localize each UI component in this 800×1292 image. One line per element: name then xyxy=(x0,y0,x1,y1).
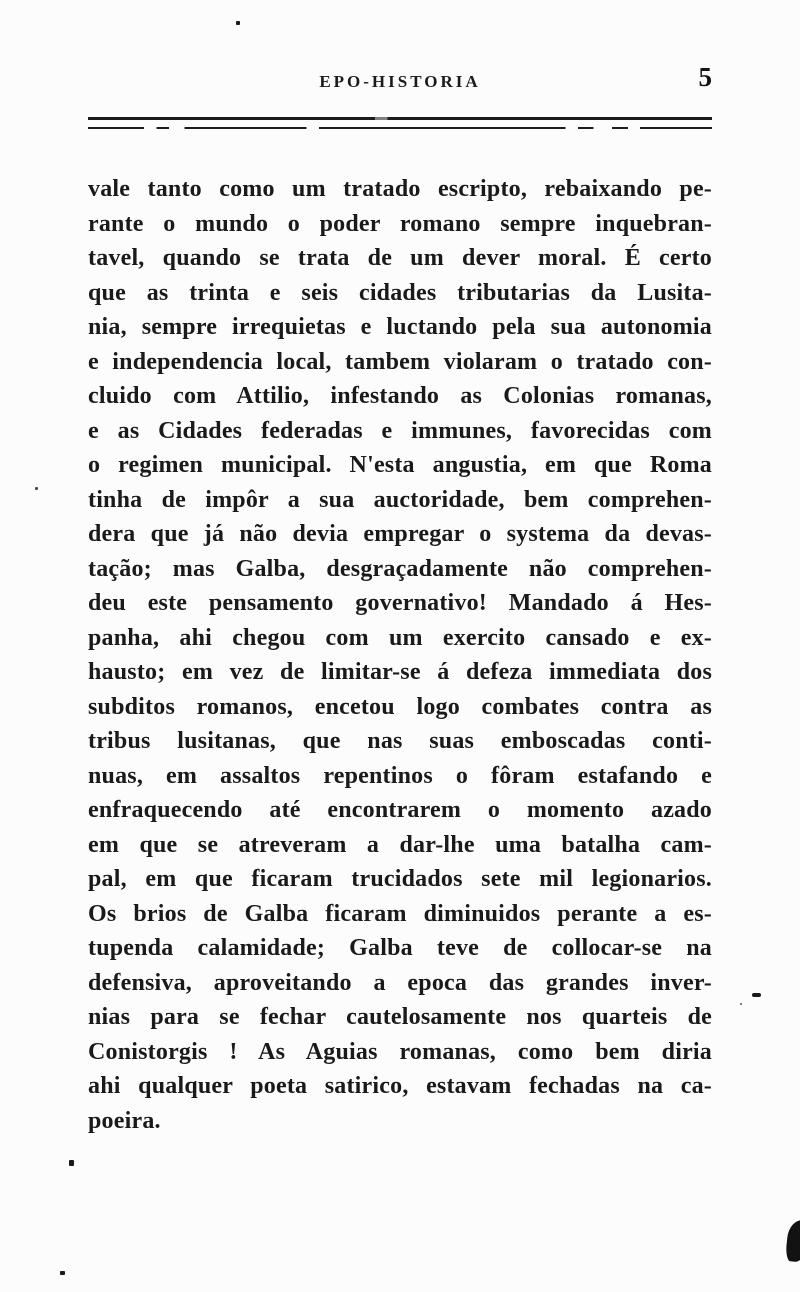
text-line: rante o mundo o poder romano sempre inquebran- xyxy=(88,210,712,237)
running-title: EPO-HISTORIA xyxy=(319,72,481,91)
page-number: 5 xyxy=(698,62,712,92)
text-line: Os brios de Galba ficaram diminuidos perante a es- xyxy=(88,900,712,927)
ink-speck xyxy=(60,1271,65,1275)
text-line: subditos romanos, encetou logo combates contra as xyxy=(88,693,712,720)
text-line: pal, em que ficaram trucidados sete mil legionarios. xyxy=(88,866,712,892)
text-line: deu este pensamento governativo! Mandado á Hes- xyxy=(88,590,712,616)
ink-blob xyxy=(785,1219,800,1263)
header-rule-bottom xyxy=(88,127,712,129)
text-line: o regimen municipal. N'esta angustia, em que Roma xyxy=(88,452,712,478)
text-line: tupenda calamidade; Galba teve de collocar-se na xyxy=(88,935,712,961)
text-line: cluido com Attilio, infestando as Colonias romanas, xyxy=(88,383,712,409)
text-line: poeira. xyxy=(88,1107,161,1134)
text-line: tação; mas Galba, desgraçadamente não comprehen- xyxy=(88,555,712,582)
text-line: Conistorgis ! As Aguias romanas, como bem diria xyxy=(88,1038,712,1065)
header-rule-top xyxy=(88,117,712,120)
text-line: nias para se fechar cautelosamente nos quarteis de xyxy=(88,1004,712,1030)
text-line: defensiva, aproveitando a epoca das grandes inver- xyxy=(88,969,712,996)
ink-speck xyxy=(236,21,240,25)
ink-speck xyxy=(740,1003,742,1005)
text-line: nuas, em assaltos repentinos o fôram estafando e xyxy=(88,762,712,789)
text-line: ahi qualquer poeta satirico, estavam fechadas na ca- xyxy=(88,1073,712,1099)
text-line: panha, ahi chegou com um exercito cansado e ex- xyxy=(88,624,712,651)
ink-speck xyxy=(752,993,761,997)
text-line: tribus lusitanas, que nas suas emboscadas conti- xyxy=(88,728,712,754)
text-line: hausto; em vez de limitar-se á defeza immediata dos xyxy=(88,659,712,685)
text-line: e as Cidades federadas e immunes, favorecidas com xyxy=(88,417,712,444)
text-line: vale tanto como um tratado escripto, rebaixando pe- xyxy=(88,176,712,202)
ink-speck xyxy=(35,487,38,490)
text-line: que as trinta e seis cidades tributarias da Lusita- xyxy=(88,279,712,306)
text-line: nia, sempre irrequietas e luctando pela sua autonomia xyxy=(88,314,712,340)
text-line: enfraquecendo até encontrarem o momento azado xyxy=(88,797,712,823)
text-line: tavel, quando se trata de um dever moral. É certo xyxy=(88,245,712,271)
page-text xyxy=(88,172,712,1138)
text-line: em que se atreveram a dar-lhe uma batalha cam- xyxy=(88,831,712,858)
ink-speck xyxy=(69,1160,74,1166)
text-line: dera que já não devia empregar o systema da devas- xyxy=(88,521,712,547)
text-line: e independencia local, tambem violaram o tratado con- xyxy=(88,348,712,375)
text-line: tinha de impôr a sua auctoridade, bem comprehen- xyxy=(88,486,712,513)
